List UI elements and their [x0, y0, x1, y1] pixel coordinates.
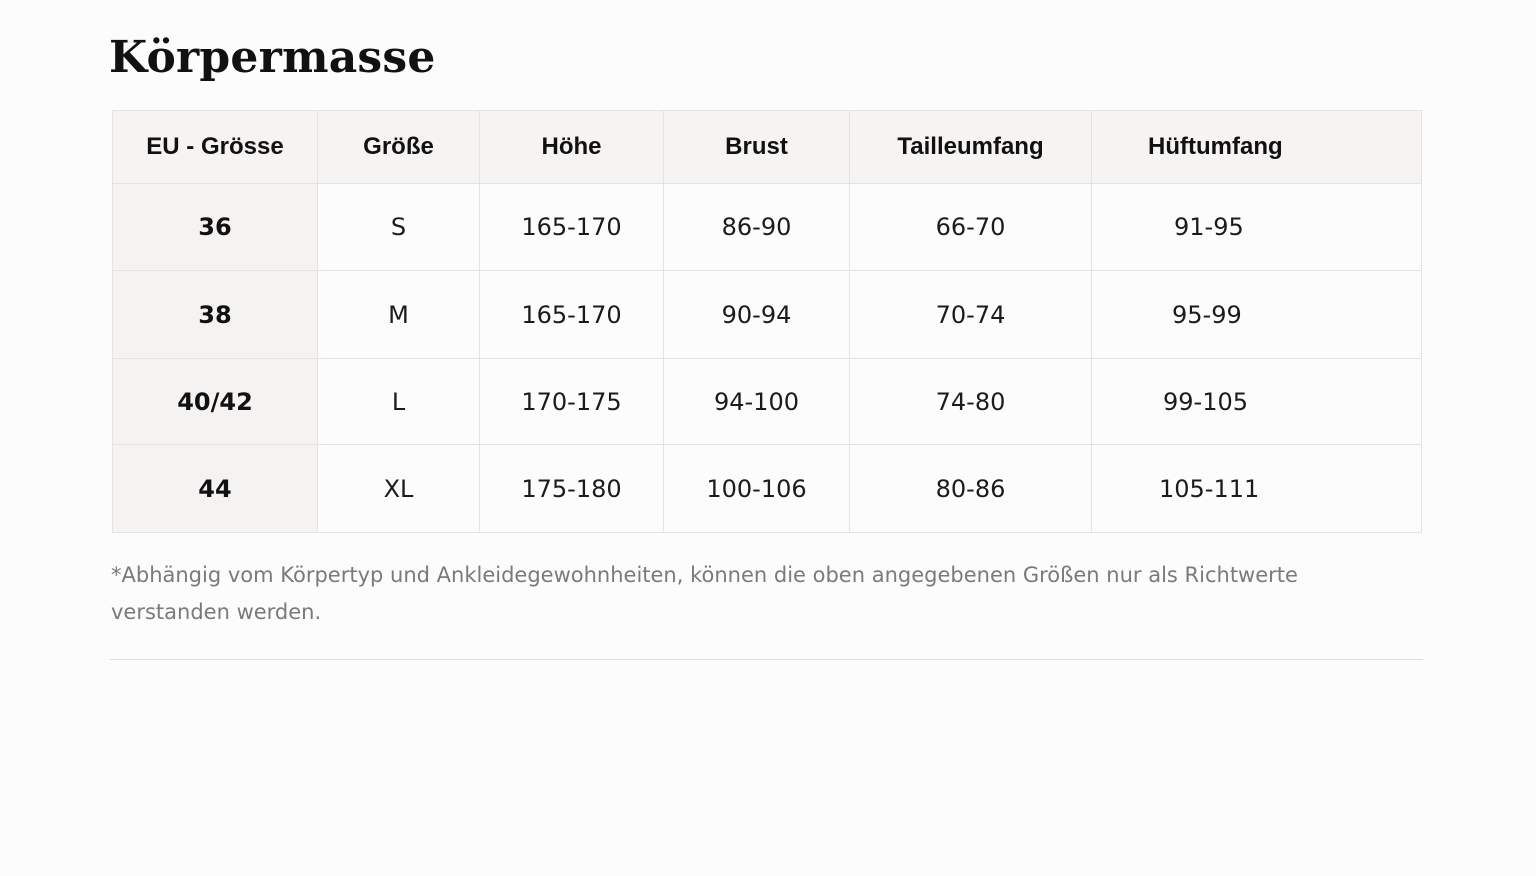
cell-eu-size: 38 — [113, 271, 318, 359]
table-row — [113, 359, 1422, 445]
header-hip: Hüftumfang — [1092, 111, 1422, 184]
table-row — [113, 445, 1422, 533]
table-row — [113, 184, 1422, 271]
section-divider — [110, 659, 1423, 660]
cell-size: M — [318, 271, 480, 359]
cell-chest: 86-90 — [664, 184, 850, 271]
cell-waist: 66-70 — [850, 184, 1092, 271]
cell-height: 165-170 — [480, 271, 664, 359]
cell-chest: 94-100 — [664, 359, 850, 445]
cell-hip: 105-111 — [1092, 445, 1422, 533]
cell-size: S — [318, 184, 480, 271]
cell-eu-size: 44 — [113, 445, 318, 533]
header-eu-size: EU - Grösse — [113, 111, 318, 184]
cell-hip: 95-99 — [1092, 271, 1422, 359]
cell-waist: 70-74 — [850, 271, 1092, 359]
header-chest: Brust — [664, 111, 850, 184]
cell-eu-size: 36 — [113, 184, 318, 271]
cell-eu-size: 40/42 — [113, 359, 318, 445]
page-title: Körpermasse — [109, 32, 436, 83]
header-waist: Tailleumfang — [850, 111, 1092, 184]
cell-chest: 90-94 — [664, 271, 850, 359]
cell-chest: 100-106 — [664, 445, 850, 533]
table-row — [113, 271, 1422, 359]
size-disclaimer-note: *Abhängig vom Körpertyp und Ankleidegewohnheiten, können die oben angegebenen Größen nur als Richtwerte verstanden werden. — [111, 563, 1298, 624]
size-chart-table — [112, 110, 1422, 533]
cell-waist: 80-86 — [850, 445, 1092, 533]
cell-hip: 99-105 — [1092, 359, 1422, 445]
cell-hip: 91-95 — [1092, 184, 1422, 271]
cell-height: 175-180 — [480, 445, 664, 533]
cell-height: 165-170 — [480, 184, 664, 271]
header-size: Größe — [318, 111, 480, 184]
cell-size: L — [318, 359, 480, 445]
cell-size: XL — [318, 445, 480, 533]
table-header-row — [113, 111, 1422, 184]
cell-waist: 74-80 — [850, 359, 1092, 445]
header-height: Höhe — [480, 111, 664, 184]
cell-height: 170-175 — [480, 359, 664, 445]
